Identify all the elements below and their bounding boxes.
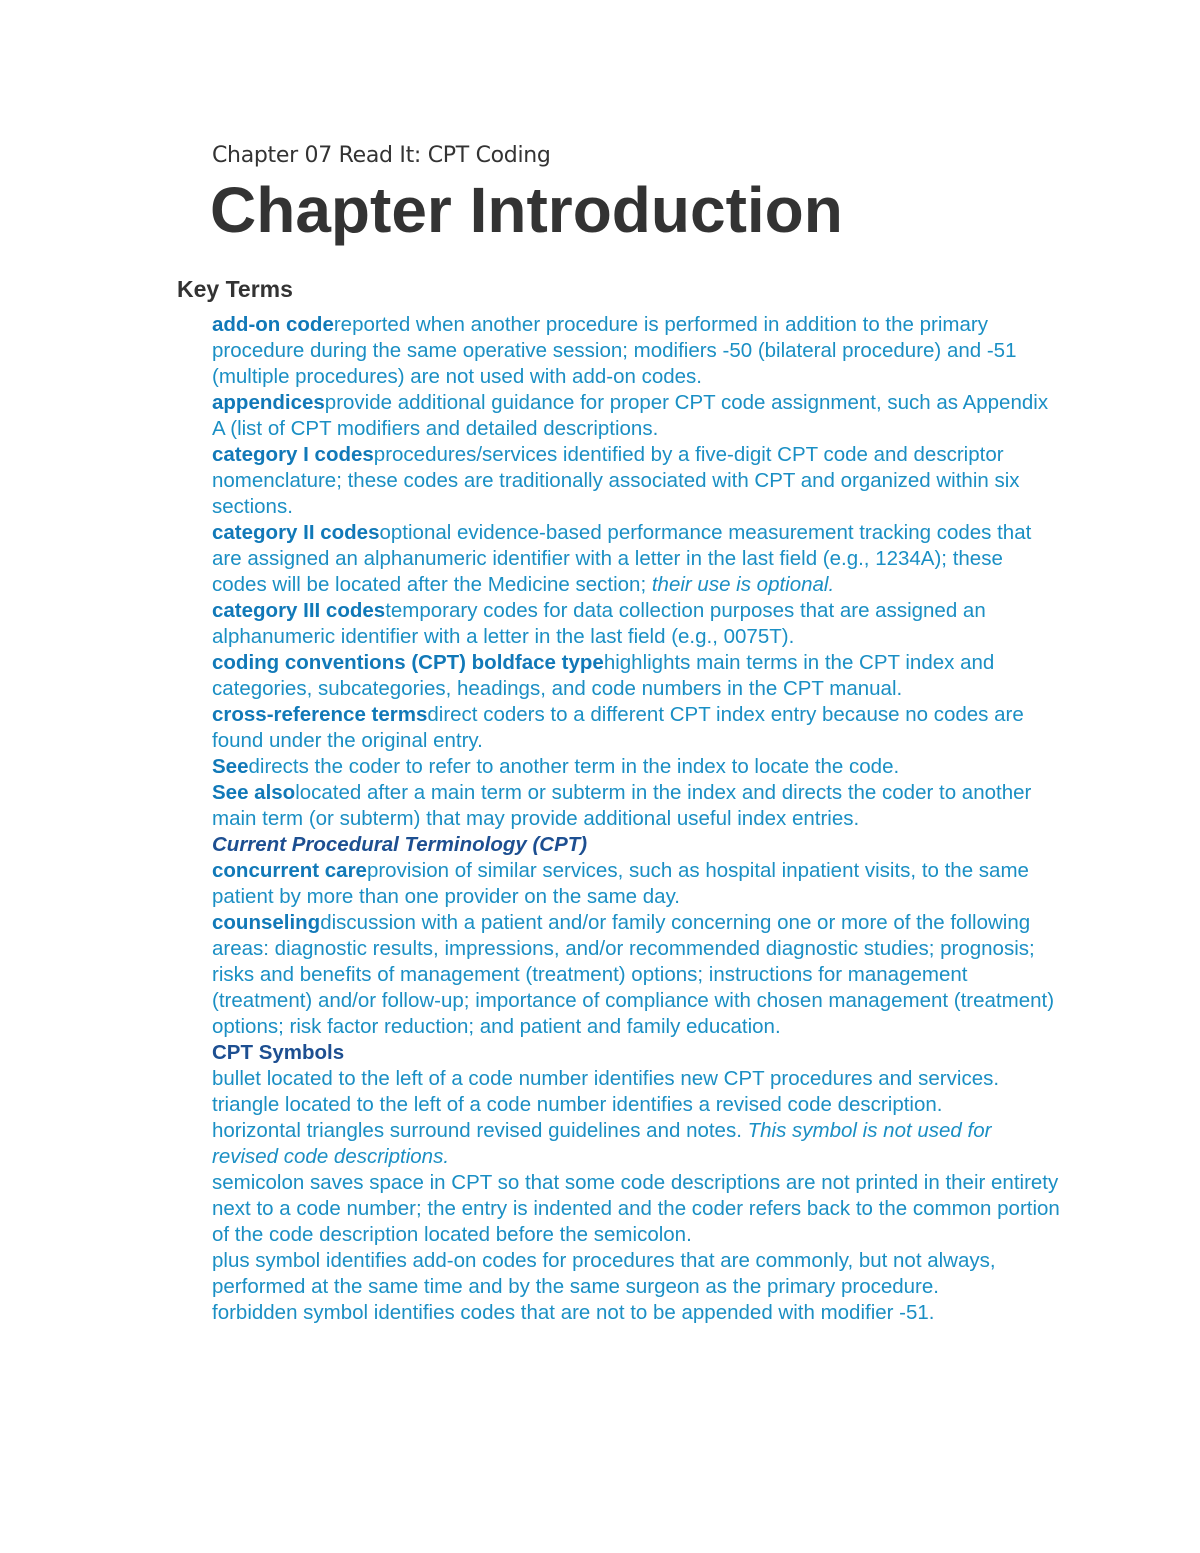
symbol-note-italic: This symbol is not used for revised code descriptions. (212, 1119, 992, 1168)
term-entry (212, 650, 1062, 702)
symbol-description: forbidden symbol identifies codes that are not to be appended with modifier -51. (212, 1301, 935, 1324)
term-definition: discussion with a patient and/or family concerning one or more of the following areas: diagnostic results, impressions, and/or recommended diagnostic studies; prognosis; risks and benefits of management (treatment) options; instructions for management (treatment) and/or follow-up; importance of compliance with chosen management (treatment) options; risk factor reduction; and patient and family education. (212, 911, 1055, 1038)
term-definition: provide additional guidance for proper CPT code assignment, such as Appendix A (list of CPT modifiers and detailed descriptions. (212, 391, 1049, 440)
symbol-entry (212, 1248, 1062, 1300)
key-terms-heading: Key Terms (177, 276, 293, 302)
term-definition: direct coders to a different CPT index entry because no codes are found under the original entry. (212, 703, 1024, 752)
symbol-entry (212, 1092, 1062, 1118)
symbol-description: horizontal triangles surround revised guidelines and notes. (212, 1119, 748, 1142)
term-definition: optional evidence-based performance measurement tracking codes that are assigned an alphanumeric identifier with a letter in the last field (e.g., 1234A); these codes will be located after the Medicine section; (212, 521, 1032, 596)
symbol-description: bullet located to the left of a code number identifies new CPT procedures and services. (212, 1067, 1000, 1090)
symbol-description: triangle located to the left of a code number identifies a revised code description. (212, 1093, 943, 1116)
term-definition: temporary codes for data collection purposes that are assigned an alphanumeric identifier with a letter in the last field (e.g., 0075T). (212, 599, 986, 648)
term-entry (212, 442, 1062, 520)
term-name: concurrent care (212, 859, 367, 882)
symbol-entry (212, 1066, 1062, 1092)
term-entry (212, 702, 1062, 754)
term-definition: procedures/services identified by a five-digit CPT code and descriptor nomenclature; these codes are traditionally associated with CPT and organized within six sections. (212, 443, 1020, 518)
symbol-entry (212, 1118, 1062, 1170)
symbol-description: plus symbol identifies add-on codes for procedures that are commonly, but not always, performed at the same time and by the same surgeon as the primary procedure. (212, 1249, 996, 1298)
term-entry (212, 598, 1062, 650)
term-name: cross-reference terms (212, 703, 428, 726)
term-entry (212, 312, 1062, 390)
chapter-label: Chapter 07 Read It: CPT Coding (212, 143, 551, 168)
term-name: See (212, 755, 249, 778)
term-name: category II codes (212, 521, 380, 544)
term-name: category I codes (212, 443, 374, 466)
term-definition: located after a main term or subterm in the index and directs the coder to another main term (or subterm) that may provide additional useful index entries. (212, 781, 1032, 830)
cpt-full-name: Current Procedural Terminology (CPT) (212, 833, 588, 856)
symbol-entry (212, 1170, 1062, 1248)
term-name: category III codes (212, 599, 386, 622)
term-entry (212, 910, 1062, 1040)
term-definition: provision of similar services, such as hospital inpatient visits, to the same patient by more than one provider on the same day. (212, 859, 1029, 908)
term-name: add-on code (212, 313, 334, 336)
term-entry (212, 390, 1062, 442)
term-definition: highlights main terms in the CPT index and categories, subcategories, headings, and code numbers in the CPT manual. (212, 651, 995, 700)
symbol-description: semicolon saves space in CPT so that some code descriptions are not printed in their entirety next to a code number; the entry is indented and the coder refers back to the common portion of the code description located before the semicolon. (212, 1171, 1060, 1246)
symbol-entry (212, 1300, 1062, 1326)
term-name: See also (212, 781, 296, 804)
term-definition: reported when another procedure is performed in addition to the primary procedure during the same operative session; modifiers -50 (bilateral procedure) and -51 (multiple procedures) are not used with add-on codes. (212, 313, 1017, 388)
term-definition: directs the coder to refer to another term in the index to locate the code. (248, 755, 900, 778)
cpt-symbols-heading: CPT Symbols (212, 1041, 345, 1064)
page-title: Chapter Introduction (210, 174, 843, 246)
term-entry (212, 754, 1062, 780)
term-name: counseling (212, 911, 321, 934)
term-name: appendices (212, 391, 325, 414)
key-terms-list (212, 312, 1062, 1326)
term-entry (212, 520, 1062, 598)
term-definition-italic: their use is optional. (651, 573, 835, 596)
term-name: coding conventions (CPT) boldface type (212, 651, 604, 674)
term-entry (212, 858, 1062, 910)
term-entry (212, 780, 1062, 832)
